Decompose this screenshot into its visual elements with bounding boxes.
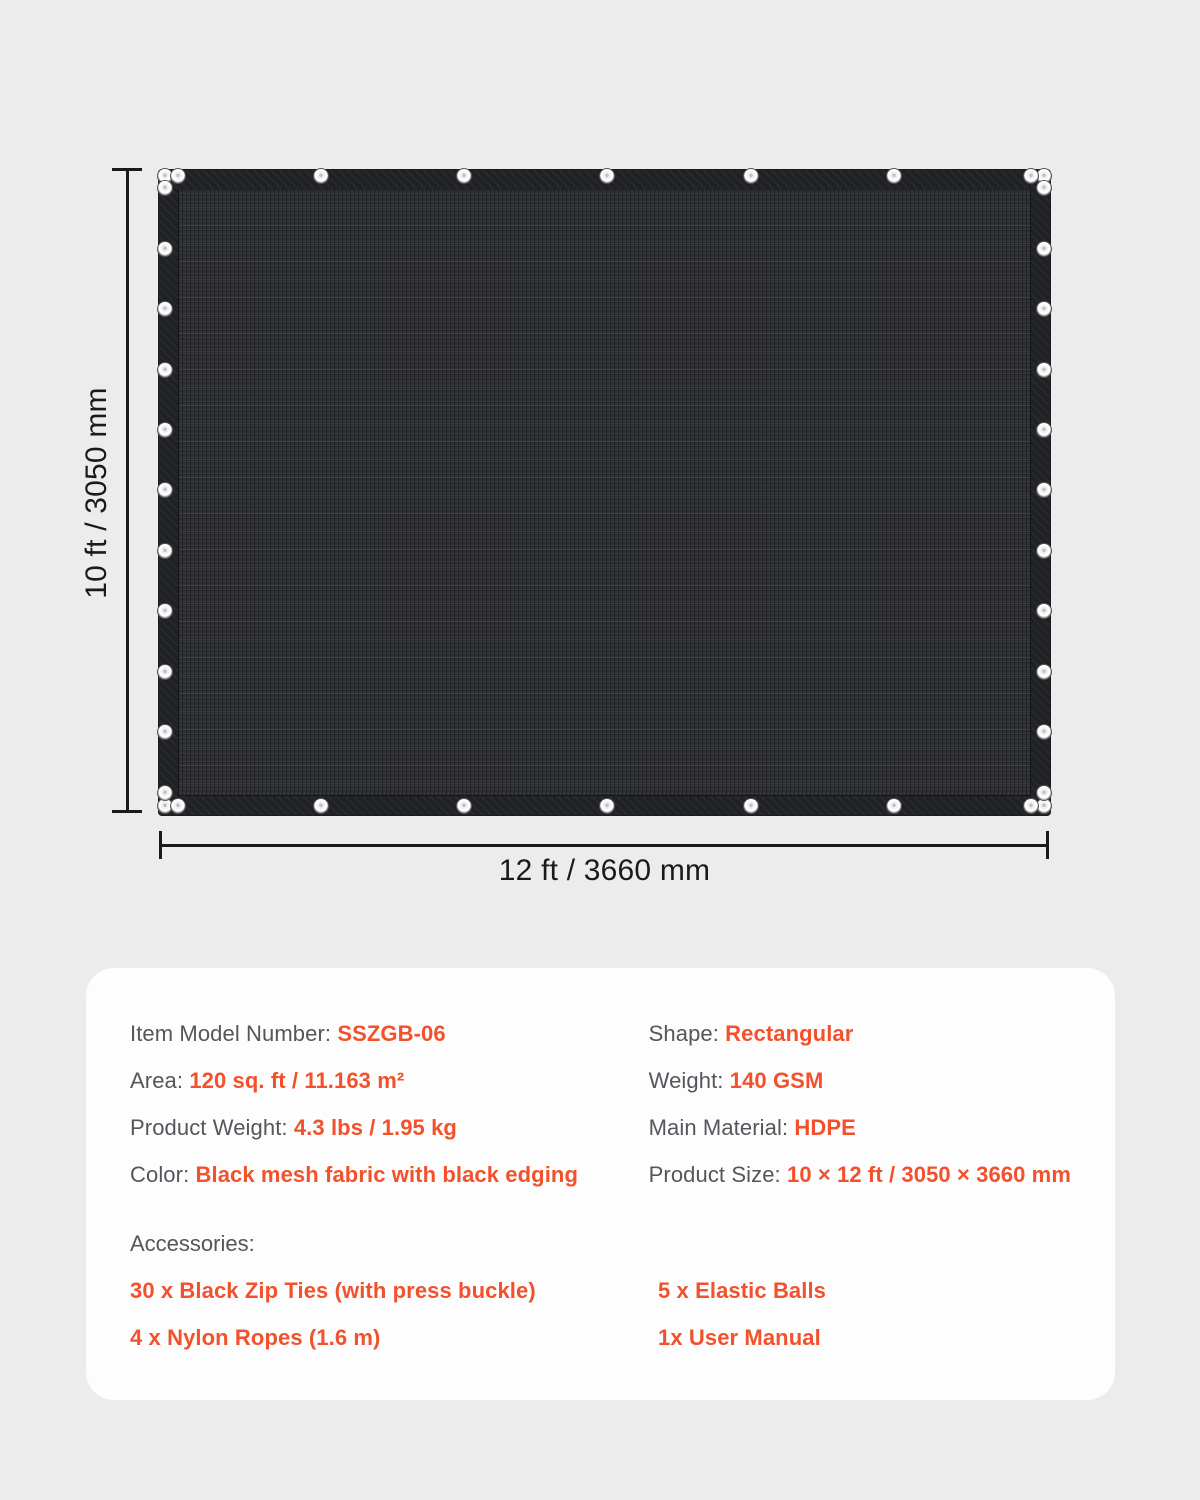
width-dimension-label: 12 ft / 3660 mm xyxy=(498,854,711,887)
accessory-user-manual: 1x User Manual xyxy=(658,1325,821,1350)
grommet-icon xyxy=(600,169,614,183)
spec-value: Rectangular xyxy=(725,1021,854,1046)
grommet-icon xyxy=(158,604,172,618)
accessories-column-right xyxy=(658,1267,1071,1361)
grommet-icon xyxy=(314,799,328,813)
spec-area xyxy=(130,1057,649,1104)
spec-value: 10 × 12 ft / 3050 × 3660 mm xyxy=(786,1162,1071,1187)
grommet-icon xyxy=(158,665,172,679)
grommet-icon xyxy=(1037,665,1051,679)
grommet-icon xyxy=(1037,242,1051,256)
grommet-icon xyxy=(158,242,172,256)
grommet-icon xyxy=(158,363,172,377)
grommet-icon xyxy=(1037,181,1051,195)
spec-main-material xyxy=(649,1104,1071,1151)
grommet-icon xyxy=(1037,786,1051,800)
grommet-icon xyxy=(1037,725,1051,739)
spec-item-model xyxy=(130,1010,649,1057)
grommet-icon xyxy=(1024,169,1038,183)
spec-label: Product Size: xyxy=(648,1162,781,1187)
grommet-icon xyxy=(1037,302,1051,316)
spec-label: Product Weight: xyxy=(130,1115,288,1140)
grommet-icon xyxy=(1037,799,1051,813)
grommet-icon xyxy=(158,181,172,195)
grommet-icon xyxy=(1037,544,1051,558)
grommet-icon xyxy=(1037,363,1051,377)
grommet-icon xyxy=(158,423,172,437)
spec-card xyxy=(86,968,1115,1400)
spec-label: Area: xyxy=(130,1068,184,1093)
grommet-icon xyxy=(158,725,172,739)
width-dimension-line xyxy=(160,844,1049,847)
grommet-icon xyxy=(158,302,172,316)
grommet-icon xyxy=(171,169,185,183)
spec-column-left xyxy=(130,1010,649,1198)
grommet-icon xyxy=(600,799,614,813)
spec-weight-gsm xyxy=(649,1057,1071,1104)
grommet-icon xyxy=(744,169,758,183)
grommet-icon xyxy=(457,169,471,183)
spec-label: Weight: xyxy=(648,1068,724,1093)
height-dimension-tick-bottom xyxy=(112,810,142,813)
shade-cloth xyxy=(159,170,1050,815)
spec-value: 120 sq. ft / 11.163 m² xyxy=(189,1068,405,1093)
grommet-icon xyxy=(744,799,758,813)
accessories-column-left xyxy=(130,1267,658,1361)
spec-product-size xyxy=(649,1151,1071,1198)
grommet-icon xyxy=(1037,423,1051,437)
grommet-icon xyxy=(158,799,172,813)
height-dimension-line xyxy=(126,170,129,813)
grommet-icon xyxy=(171,799,185,813)
spec-label: Shape: xyxy=(648,1021,719,1046)
grommet-icon xyxy=(887,799,901,813)
spec-column-right xyxy=(649,1010,1071,1198)
height-dimension-tick-top xyxy=(112,168,142,171)
spec-label: Main Material: xyxy=(648,1115,789,1140)
grommet-icon xyxy=(887,169,901,183)
grommet-icon xyxy=(1037,483,1051,497)
spec-value: HDPE xyxy=(794,1115,856,1140)
grommet-icon xyxy=(1024,799,1038,813)
height-dimension-label: 10 ft / 3050 mm xyxy=(80,387,113,599)
spec-value: 140 GSM xyxy=(729,1068,824,1093)
spec-value: Black mesh fabric with black edging xyxy=(195,1162,579,1187)
grommet-icon xyxy=(457,799,471,813)
spec-product-weight xyxy=(130,1104,649,1151)
grommet-icon xyxy=(158,544,172,558)
spec-shape xyxy=(649,1010,1071,1057)
grommet-icon xyxy=(158,483,172,497)
spec-color xyxy=(130,1151,649,1198)
accessory-elastic-balls: 5 x Elastic Balls xyxy=(658,1278,827,1303)
spec-value: SSZGB-06 xyxy=(337,1021,446,1046)
accessories-heading: Accessories: xyxy=(130,1231,255,1256)
accessory-zip-ties: 30 x Black Zip Ties (with press buckle) xyxy=(130,1278,536,1303)
spec-label: Color: xyxy=(130,1162,190,1187)
grommet-icon xyxy=(314,169,328,183)
grommet-layer xyxy=(159,170,1050,815)
spec-label: Item Model Number: xyxy=(130,1021,332,1046)
grommet-icon xyxy=(158,786,172,800)
grommet-icon xyxy=(1037,604,1051,618)
accessory-nylon-ropes: 4 x Nylon Ropes (1.6 m) xyxy=(130,1325,381,1350)
spec-value: 4.3 lbs / 1.95 kg xyxy=(293,1115,457,1140)
